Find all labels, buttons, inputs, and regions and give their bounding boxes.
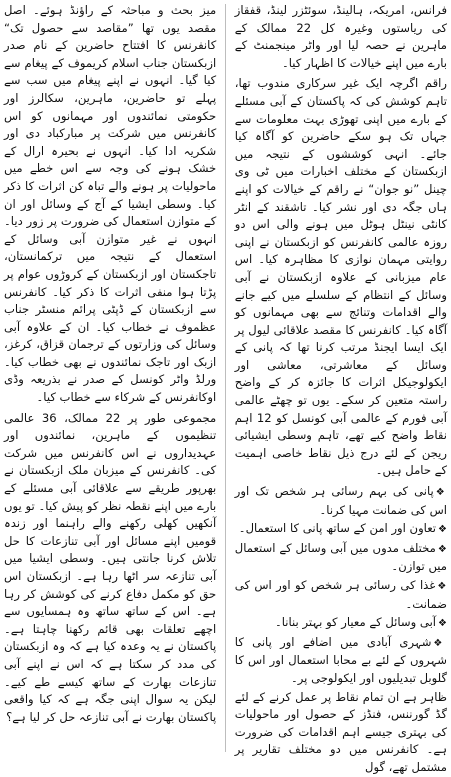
right-paragraph-2: راقم اگرچہ ایک غیر سرکاری مندوب تھا، تاہم کوشش کی کہ پاکستان کے آبی مسئلے کے بارے میں اپنی تھوڑی بہت معلومات سے جہاں تک ہو سکے حاضرین کو آگاہ کیا جائے۔ انہی کوششوں کے نتیجہ میں ازبکستان کے مختلف اخبارات میں ٹی وی چینل ”نو جوان“ نے راقم کے خیالات کو اپنے ہاں جگہ دی اور نشر کیا۔ تاشقند کے انٹر کانٹی نینٹل ہوٹل میں ہونے والی اس دو روزہ عالمی کانفرنس کو ازبکستان نے اپنی روایتی مہمان نوازی کا مظاہرہ کیا۔ اس عام میزبانی کے علاوہ ازبکستان نے آبی وسائل کے انتظام کے سلسلے میں کیے جانے والے اقدامات وتنائج سے بھی مہمانوں کو آگاہ کیا۔ کانفرنس کا مقصد علاقائی لیول پر ایک ایسا ایجنڈ مرتب کرنا تھا کہ پانی کے وسائل کے معاشرتی، معاشی اور ایکولوجیکل اثرات کا جائزہ کر کے واضح راستہ متعین کر سکے۔ یوں تو چھٹے عالمی آبی فورم کے عالمی آبی کونسل کو 12 اہم نقاط واضح کیے تھے، تاہم وسطی ایشیائی ریجن کے لئے درج ذیل نقاط خاصی اہمیت کے حامل ہیں۔ [234,76,447,478]
bullet-item [235,520,447,539]
bullet-text: تعاون اور امن کے ساتھ پانی کا استعمال۔ [238,521,437,536]
bullet-text: شہری آبادی میں اضافے اور پانی کا شہروں کے لئے بے محابا استعمال اور اس کا گلوبل تبدیلیوں اور ایکولوجی پر۔ [234,634,447,685]
left-paragraph-2: مجموعی طور پر 22 ممالک، 36 عالمی تنظیموں کے ماہرین، نمائندوں اور عہدیداروں نے اس کانفرنس میں شرکت کی۔ کانفرنس کے میزبان ملک ازبکستان نے بھرپور طریقے سے علاقائی آبی مسئلے کے بارے میں اپنے نقطہ نظر کو پیش کیا۔ تو یوں آنکھیں کھلی رکھنے والے راہنما اور زندہ قومیں اپنے مسائل اور آبی تنازعات کا حل تلاش کرنا جانتی ہیں۔ وسطی ایشیا میں آبی تنازعہ سر اٹھا رہا ہے۔ ازبکستان اس حق کو مکمل دفاع کرنے کی کوشش کر رہا ہے۔ اس کے ساتھ ساتھ وہ ہمسایوں سے اچھے تعلقات بھی قائم رکھنا چاہتا ہے۔ پاکستان نے یہ وعدہ کیا ہے کہ وہ ازبکستان کی مدد کر سکتا ہے کہ اس نے اپنے آبی تنازعات بھارت کے ساتھ کیسے طے کیے۔ لیکن یہ سوال اپنی جگہ ہے کہ کیا واقعی پاکستان بھارت نے آبی تنازعہ حل کر لیا ہے؟ [4,410,217,724]
bullet-item [235,614,447,633]
column-divider [225,4,226,752]
bullet-item [235,577,447,613]
right-closing-paragraph: ظاہر ہے ان تمام نقاط پر عمل کرنے کے لئے گڈ گورننس، فنڈز کے حصول اور ماحولیات کی بہتری جیسے اہم اقدامات کی ضرورت ہے۔ کانفرنس میں دو مختلف تقاریر پر مشتمل تھے، گول [234,689,447,774]
bullet-text: آبی وسائل کے معیار کو بہتر بنانا۔ [274,615,437,630]
diamond-bullet-icon: ❖ [433,637,447,649]
diamond-bullet-icon: ❖ [438,524,447,536]
diamond-bullet-icon: ❖ [437,581,447,592]
bullet-item [235,540,447,576]
bullet-item [235,634,447,688]
right-paragraph-1: فرانس، امریکہ، ہالینڈ، سوئٹزر لینڈ، قفقاز کی ریاستوں وغیرہ کل 22 ممالک کے ماہرین نے حصہ لیا اور واٹر مینجمنٹ کے بارے میں اپنے خیالات کا اظہار کیا۔ [234,3,447,70]
right-column [234,2,447,774]
bullet-text: غذا کی رسائی ہر شخص کو اور اس کی ضمانت۔ [234,578,447,611]
left-paragraph-1: میز بحث و مباحثہ کے راؤنڈ ہوئے۔ اصل مقصد یوں تھا ”مقاصد سے حصول تک“ کانفرنس کا افتتاح حاضرین کے نام صدر ازبکستان جناب اسلام کریموف کے پیغام سے کیا گیا۔ انہوں نے اپنے پیغام میں سب سے پہلے تو حاضرین، ماہرین، سکالرز اور حکومتی نمائندوں اور مہمانوں کو اس کانفرنس میں شرکت پر مبارکباد دی اور شکریہ ادا کیا۔ انہوں نے بحیرہ ارال کے خشک ہونے کی وجہ سے اس خطے میں ماحولیات پر ہونے والے تباہ کن اثرات کا ذکر کیا۔ وسطی ایشیا کے آج کے وسائل اور ان کے متوازن استعمال کی ضرورت پر زور دیا۔ انہوں نے غیر متوازن آبی وسائل کے استعمال کے نتیجہ میں ترکمانستان، تاجکستان اور ازبکستان کے کروڑوں عوام پر پڑتا ہوا منفی اثرات کا ذکر کیا۔ کانفرنس سے ازبکستان کے ڈپٹی پرائم منسٹر جناب عظموف نے خطاب کیا۔ ان کے علاوہ آبی وسائل کی وزارتوں کے ترجمان قزاق، کرغز، ازبک اور تاجک نمائندوں نے بھی خطاب کیا۔ ورلڈ واٹر کونسل کے صدر نے بذریعہ وڈی اوکانفرنس کے شرکاء سے خطاب کیا۔ [4,3,217,405]
bullet-text: پانی کی بہم رسائی ہر شخص تک اور اس کی ضمانت مہیا کرنا۔ [234,484,447,517]
bullet-text: مختلف مدوں میں آبی وسائل کے استعمال میں توازن۔ [234,540,447,574]
diamond-bullet-icon: ❖ [438,618,447,630]
bullet-item [235,483,447,519]
diamond-bullet-icon: ❖ [437,543,447,555]
left-column [4,2,216,754]
diamond-bullet-icon: ❖ [435,487,447,499]
